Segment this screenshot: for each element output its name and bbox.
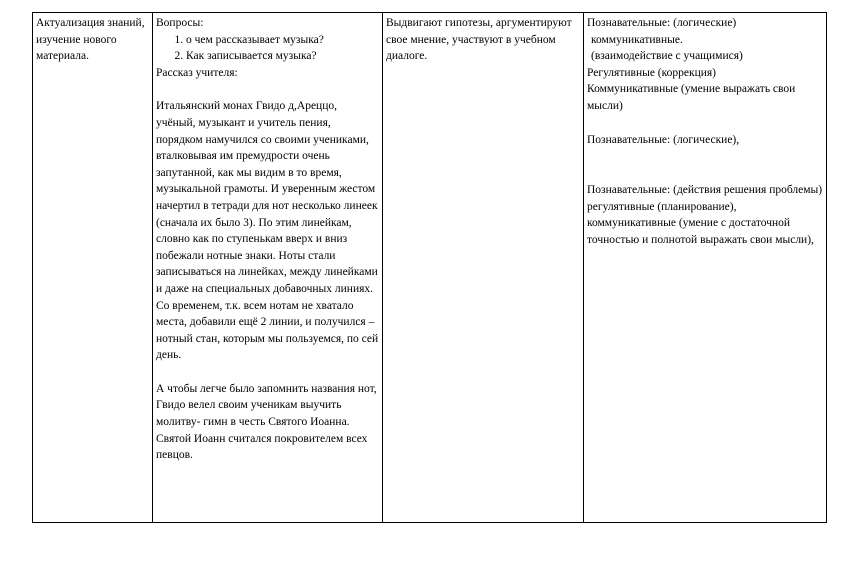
uud-line: Познавательные: (логические) — [587, 17, 737, 29]
uud-cell — [584, 13, 827, 523]
content-cell — [153, 13, 383, 523]
uud-line: Регулятивные (коррекция) — [587, 66, 717, 79]
uud-line: коммуникативные. — [591, 33, 683, 46]
table-row — [33, 13, 827, 523]
stage-cell — [33, 13, 153, 523]
uud-line: (взаимодействие с учащимися) — [591, 50, 743, 63]
teacher-story-paragraph: Итальянский монах Гвидо д,Ареццо, учёный, музыкант и учитель пения, порядком намучился со своими учениками, вталковывая им премудрости очень запутанной, как мы видим в то время, музыкальной грамоты. И уверенным жестом начертил в тетради для нот несколько линеек (сначала их было 3). По этим линейкам, словно как по ступенькам вверх и вниз побежали нотные знаки. Ноты стали записываться на линейках, между линейками и даже на специальных добавочных линиях. Со временем, т.к. всем нотам не хватало места, добавили ещё 2 линии, и получился – нотный стан, которым мы пользуемся, по сей день. — [156, 100, 379, 362]
students-activity-cell — [383, 13, 584, 523]
uud-line: Коммуникативные (умение выражать свои мысли) — [587, 83, 796, 112]
teacher-story-paragraph: А чтобы легче было запомнить названия нот, Гвидо велел своим ученикам выучить молитву- гимн в честь Святого Иоанна. Святой Иоанн считался покровителем всех певцов. — [156, 382, 377, 462]
question-item: 1. о чем рассказывает музыка? — [186, 32, 379, 49]
questions-heading: Вопросы: — [156, 17, 204, 29]
teacher-story-heading: Рассказ учителя: — [156, 66, 238, 79]
uud-line: Познавательные: (действия решения проблемы) регулятивные (планирование), коммуникативные (умение с достаточной точностью и полнотой выражать свои мысли), — [587, 184, 823, 246]
question-item: 2. Как записывается музыка? — [186, 48, 379, 65]
questions-list — [156, 32, 379, 65]
uud-line: Познавательные: (логические), — [587, 133, 740, 146]
stage-text: Актуализация знаний, изучение нового материала. — [36, 17, 145, 63]
students-activity-text: Выдвигают гипотезы, аргументируют свое мнение, участвуют в учебном диалоге. — [386, 17, 572, 63]
lesson-plan-table — [32, 12, 827, 523]
